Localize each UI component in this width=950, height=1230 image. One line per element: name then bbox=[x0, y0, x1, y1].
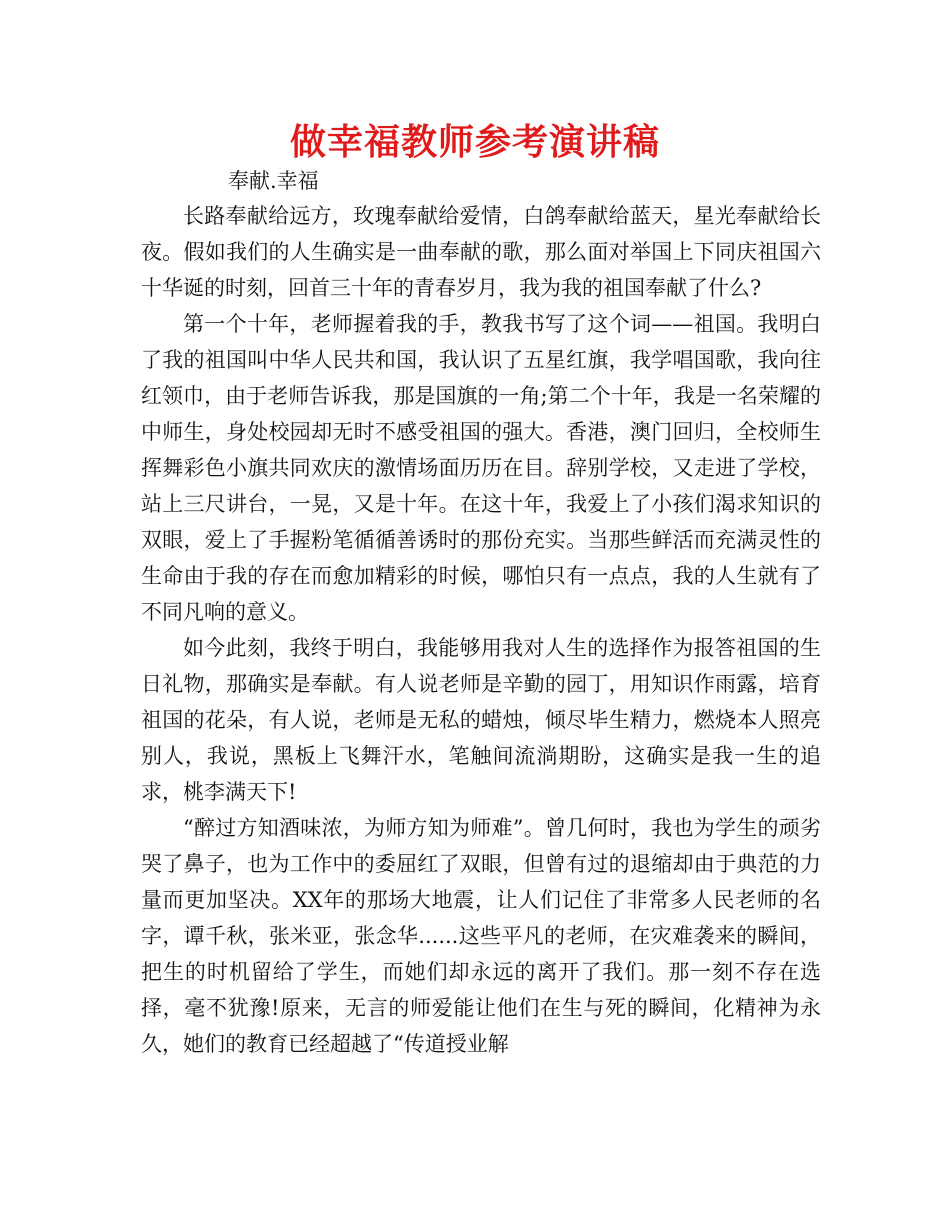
document-subtitle: 奉献.幸福 bbox=[228, 169, 319, 193]
paragraph: 第一个十年，老师握着我的手，教我书写了这个词——祖国。我明白了我的祖国叫中华人民共和国，我认识了五星红旗，我学唱国歌，我向往红领巾，由于老师告诉我，那是国旗的一角;第二个十年，我是一名荣耀的中师生，身处校园却无时不感受祖国的强大。香港，澳门回归，全校师生挥舞彩色小旗共同欢庆的激情场面历历在目。辞别学校，又走进了学校，站上三尺讲台，一晃，又是十年。在这十年，我爱上了小孩们渴求知识的双眼，爱上了手握粉笔循循善诱时的那份充实。当那些鲜活而充满灵性的生命由于我的存在而愈加精彩的时候，哪怕只有一点点，我的人生就有了不同凡响的意义。 bbox=[141, 312, 821, 624]
document-title: 做幸福教师参考演讲稿 bbox=[289, 122, 660, 163]
paragraph: “醉过方知酒味浓，为师方知为师难”。曾几何时，我也为学生的顽劣哭了鼻子，也为工作中的委屈红了双眼，但曾有过的退缩却由于典范的力量而更加坚决。XX年的那场大地震，让人们记住了非常多人民老师的名字，谭千秋，张米亚，张念华......这些平凡的老师，在灾难袭来的瞬间，把生的时机留给了学生，而她们却永远的离开了我们。那一刻不存在选择，毫不犹豫!原来，无言的师爱能让他们在生与死的瞬间，化精神为永久，她们的教育已经超越了“传道授业解 bbox=[141, 816, 821, 1056]
document-body bbox=[141, 198, 821, 1062]
paragraph: 如今此刻，我终于明白，我能够用我对人生的选择作为报答祖国的生日礼物，那确实是奉献。有人说老师是辛勤的园丁，用知识作雨露，培育祖国的花朵，有人说，老师是无私的蜡烛，倾尽毕生精力，燃烧本人照亮别人，我说，黑板上飞舞汗水，笔触间流淌期盼，这确实是我一生的追求，桃李满天下! bbox=[141, 636, 821, 804]
paragraph: 长路奉献给远方，玫瑰奉献给爱情，白鸽奉献给蓝天，星光奉献给长夜。假如我们的人生确实是一曲奉献的歌，那么面对举国上下同庆祖国六十华诞的时刻，回首三十年的青春岁月，我为我的祖国奉献了什么? bbox=[141, 204, 821, 300]
